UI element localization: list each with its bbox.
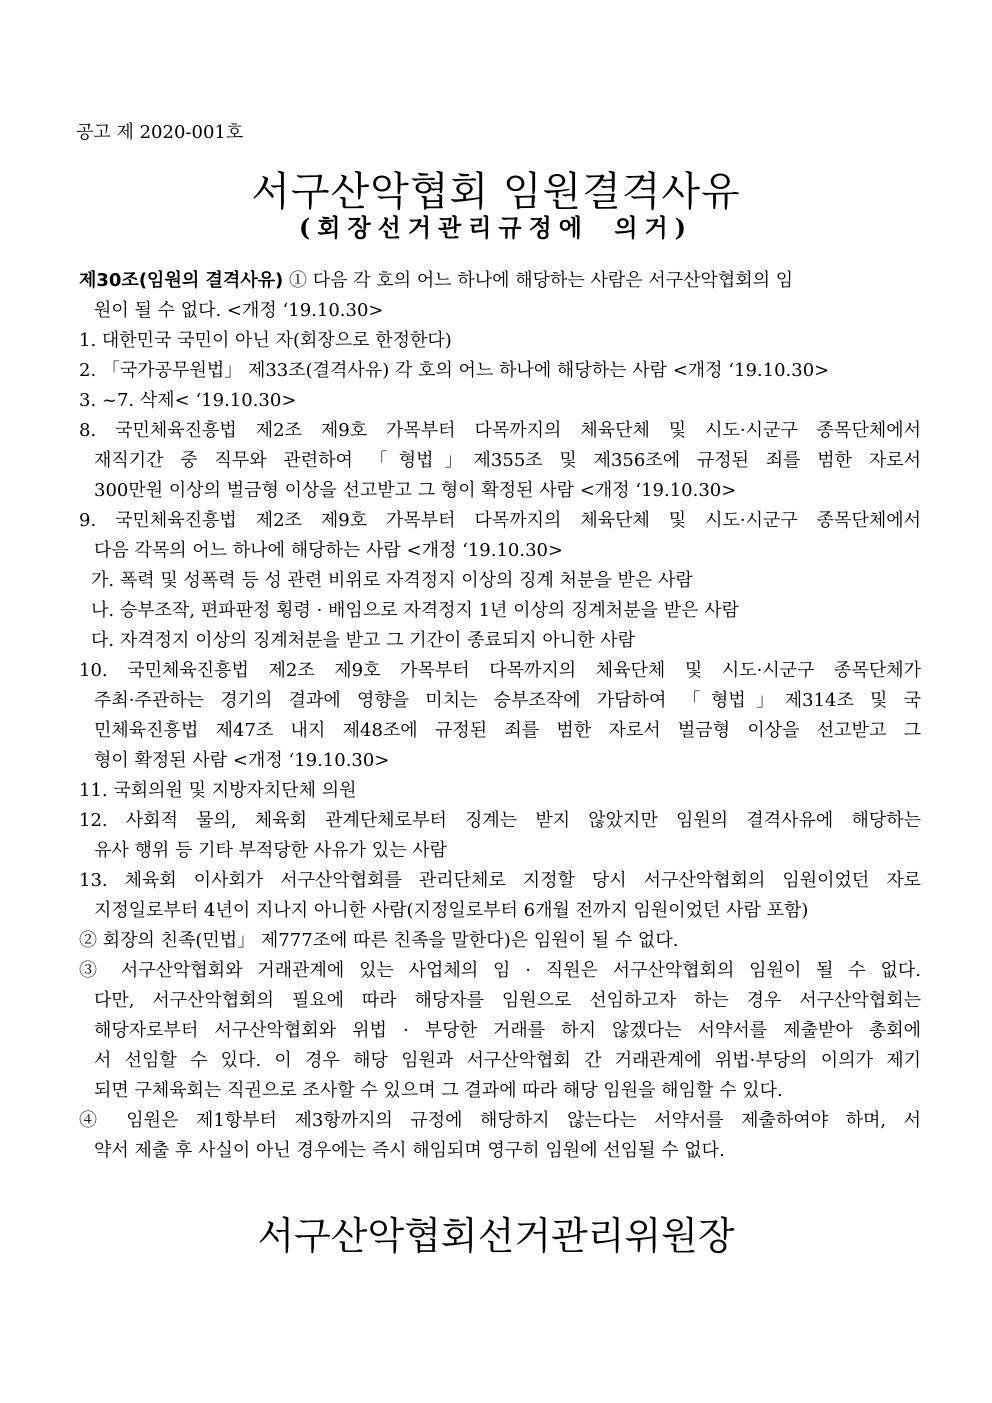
article-body xyxy=(79,266,921,1166)
list-item: 8. 국민체육진흥법 제2조 제9호 가목부터 다목까지의 체육단체 및 시도·시군구 종목단체에서 xyxy=(79,420,921,441)
list-item: 1. 대한민국 국민이 아닌 자(회장으로 한정한다) xyxy=(79,330,452,351)
sub-item: 다. 자격정지 이상의 징계처분을 받고 그 기간이 종료되지 아니한 사람 xyxy=(91,630,636,651)
list-item: 9. 국민체육진흥법 제2조 제9호 가목부터 다목까지의 체육단체 및 시도·시군구 종목단체에서 xyxy=(79,510,921,531)
document-subtitle: (회장선거관리규정에 의거) xyxy=(298,213,694,242)
list-item-continuation: 다음 각목의 어느 하나에 해당하는 사람 <개정 ‘19.10.30> xyxy=(94,540,564,561)
paragraph-line: 되면 구체육회는 직권으로 조사할 수 있으며 그 결과에 따라 해당 임원을 해임할 수 있다. xyxy=(94,1080,783,1101)
list-item: 11. 국회의원 및 지방자치단체 의원 xyxy=(79,780,357,801)
article-first-line xyxy=(79,266,921,296)
paragraph-line: 약서 제출 후 사실이 아닌 경우에는 즉시 해임되며 영구히 임원에 선임될 수 없다. xyxy=(94,1140,725,1161)
list-item-continuation: 300만원 이상의 벌금형 이상을 선고받고 그 형이 확정된 사람 <개정 ‘19.10.30> xyxy=(94,480,737,501)
list-item: 10. 국민체육진흥법 제2조 제9호 가목부터 다목까지의 체육단체 및 시도·시군구 종목단체가 xyxy=(79,660,921,681)
document-title: 서구산악협회 임원결격사유 xyxy=(251,169,741,215)
paragraph-line: 해당자로부터 서구산악협회와 위법 · 부당한 거래를 하지 않겠다는 서약서를 제출받아 총회에 xyxy=(94,1020,921,1041)
list-item-continuation: 재직기간 중 직무와 관련하여 「형법」제355조 및 제356조에 규정된 죄를 범한 자로서 xyxy=(94,450,921,471)
sub-item: 가. 폭력 및 성폭력 등 성 관련 비위로 자격정지 이상의 징계 처분을 받은 사람 xyxy=(91,570,693,591)
paragraph-line: ② 회장의 친족(민법」 제777조에 따른 친족을 말한다)은 임원이 될 수 없다. xyxy=(79,930,679,951)
list-item-continuation: 주최·주관하는 경기의 결과에 영향을 미치는 승부조작에 가담하여 「형법」제314조 및 국 xyxy=(94,690,921,711)
signature-block: 서구산악협회선거관리위원장 xyxy=(257,1214,735,1258)
list-item: 12. 사회적 물의, 체육회 관계단체로부터 징계는 받지 않았지만 임원의 결격사유에 해당하는 xyxy=(79,810,921,831)
list-item: 3. ~7. 삭제< ‘19.10.30> xyxy=(79,390,297,411)
paragraph-line: 원이 될 수 없다. <개정 ‘19.10.30> xyxy=(94,300,384,321)
paragraph-line: 서 선임할 수 있다. 이 경우 해당 임원과 서구산악협회 간 거래관계에 위법·부당의 이의가 제기 xyxy=(94,1050,921,1071)
list-item-continuation: 지정일로부터 4년이 지나지 아니한 사람(지정일로부터 6개월 전까지 임원이었던 사람 포함) xyxy=(94,900,809,921)
notice-number: 공고 제 2020-001호 xyxy=(76,122,244,143)
article-heading: 제30조(임원의 결격사유) xyxy=(79,270,284,291)
paragraph-line: ③ 서구산악협회와 거래관계에 있는 사업체의 임 · 직원은 서구산악협회의 임원이 될 수 없다. xyxy=(79,960,921,981)
list-item: 13. 체육회 이사회가 서구산악협회를 관리단체로 지정할 당시 서구산악협회의 임원이었던 자로 xyxy=(79,870,921,891)
list-item: 2. 「국가공무원법」 제33조(결격사유) 각 호의 어느 하나에 해당하는 사람 <개정 ‘19.10.30> xyxy=(79,360,830,381)
list-item-continuation: 민체육진흥법 제47조 내지 제48조에 규정된 죄를 범한 자로서 벌금형 이상을 선고받고 그 xyxy=(94,720,921,741)
paragraph-line: ④ 임원은 제1항부터 제3항까지의 규정에 해당하지 않는다는 서약서를 제출하여야 하며, 서 xyxy=(79,1110,921,1131)
list-item-continuation: 유사 행위 등 기타 부적당한 사유가 있는 사람 xyxy=(94,840,448,861)
paragraph-line: 다만, 서구산악협회의 필요에 따라 해당자를 임원으로 선임하고자 하는 경우 서구산악협회는 xyxy=(94,990,921,1011)
sub-item: 나. 승부조작, 편파판정 횡령 · 배임으로 자격정지 1년 이상의 징계처분을 받은 사람 xyxy=(91,600,739,621)
list-item-continuation: 형이 확정된 사람 <개정 ‘19.10.30> xyxy=(94,750,390,771)
paragraph-line: ① 다음 각 호의 어느 하나에 해당하는 사람은 서구산악협회의 임 xyxy=(289,270,794,291)
